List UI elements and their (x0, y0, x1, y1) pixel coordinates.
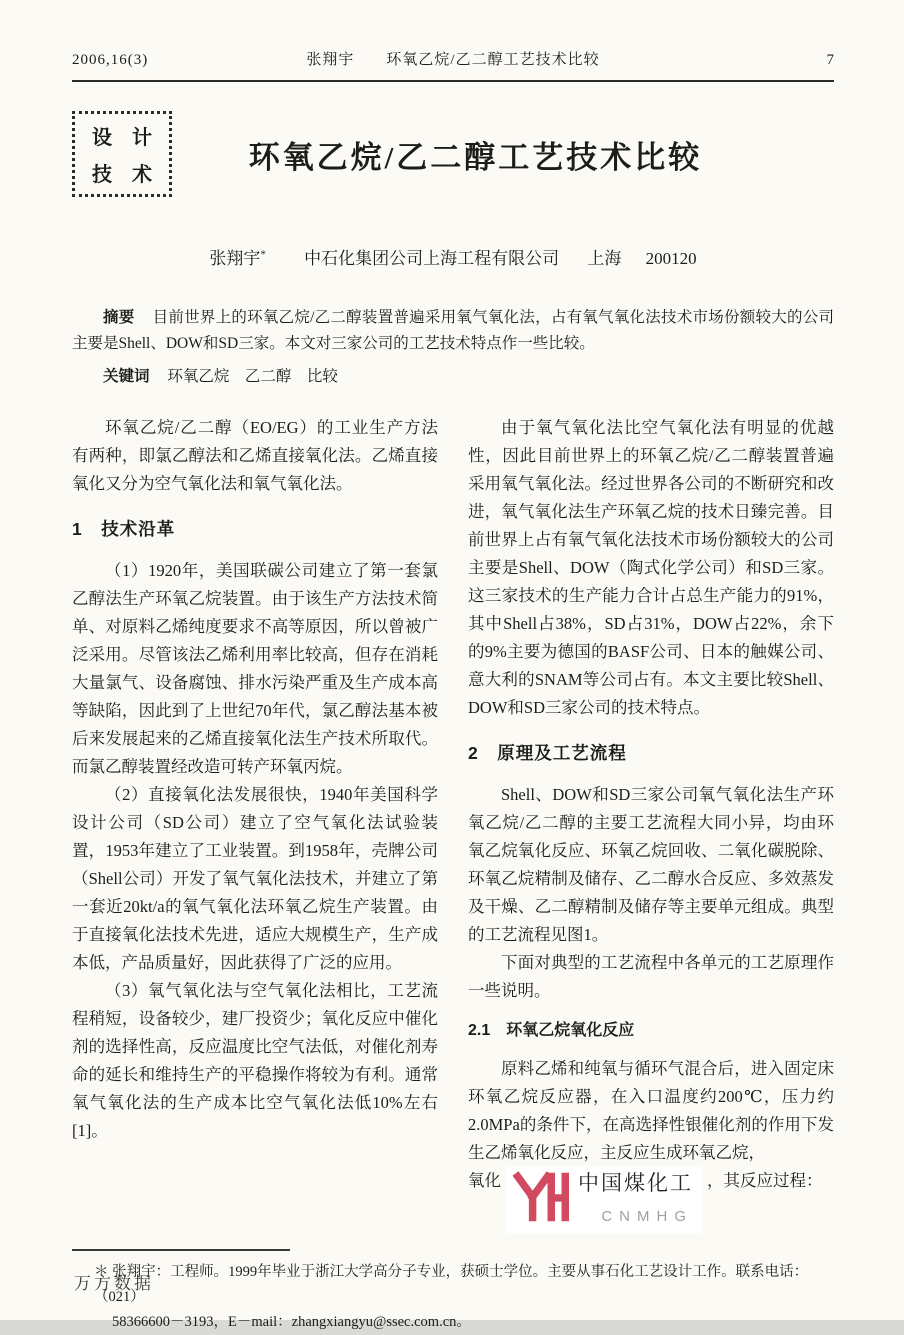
abstract-text: 目前世界上的环氧乙烷/乙二醇装置普遍采用氧气氧化法，占有氧气氧化法技术市场份额较大的公司主要是Shell、DOW和SD三家。本文对三家公司的工艺技术特点作一些比较。 (72, 309, 834, 352)
keywords-label: 关键词 (103, 368, 150, 385)
cnmhg-logo-icon (513, 1172, 569, 1222)
subsection-heading-2-1: 2.1 环氧乙烷氧化反应 (468, 1022, 635, 1039)
footnote-line-1: ＊ 张翔宇：工程师。1999年毕业于浙江大学高分子专业，获硕士学位。主要从事石化工艺设计工作。联系电话： （021） (94, 1263, 809, 1305)
author-name: 张翔宇 (209, 249, 261, 268)
page-number: 7 (826, 52, 834, 68)
keywords (72, 364, 834, 386)
author-affiliation: 中石化集团公司上海工程有限公司 (304, 249, 560, 268)
byline (72, 244, 834, 269)
paragraph: （1）1920年，美国联碳公司建立了第一套氯乙醇法生产环氧乙烷装置。由于该生产方法技术简单、对原料乙烯纯度要求不高等原因，所以曾被广泛采用。尽管该法乙烯利用率比较高，但存在消耗大量氯气、设备腐蚀、排水污染严重及生产成本高等缺陷，因此到了上世纪70年代，氯乙醇法基本被后来发展起来的乙烯直接氧化法生产技术所取代。而氯乙醇装置经改造可转产环氧丙烷。 (72, 561, 438, 776)
running-title: 张翔宇 环氧乙烷/乙二醇工艺技术比较 (306, 52, 600, 68)
paragraph: 环氧乙烷/乙二醇（EO/EG）的工业生产方法有两种，即氯乙醇法和乙烯直接氧化法。乙烯直接氧化又分为空气氧化法和氧气氧化法。 (72, 418, 438, 493)
stamp-line-2: 技 术 (92, 164, 152, 186)
paragraph: 由于氧气氧化法比空气氧化法有明显的优越性，因此目前世界上的环氧乙烷/乙二醇装置普遍采用氧气氧化法。经过世界各公司的不断研究和改进，氧气氧化法生产环氧乙烷的技术日臻完善。目前世界上占有氧气氧化法技术市场份额较大的公司主要是Shell、DOW（陶式化学公司）和SD三家。这三家技术的生产能力合计占总生产能力的91%，其中Shell占38%，SD占31%，DOW占22%，余下的9%主要为德国的BASF公司、日本的触媒公司、意大利的SNAM等公司占有。本文主要比较Shell、DOW和SD三家公司的技术特点。 (468, 418, 834, 717)
keywords-terms: 环氧乙烷 乙二醇 比较 (167, 368, 338, 385)
text-fragment-after-watermark: ，其反应过程： (707, 1171, 823, 1190)
author-footnote (72, 1260, 834, 1335)
watermarked-line (468, 1167, 834, 1233)
watermark-chinese-name: 中国煤化工 (578, 1172, 693, 1195)
column-stamp (72, 111, 172, 197)
article-body (72, 414, 834, 1233)
paragraph: 原料乙烯和纯氧与循环气混合后，进入固定床环氧乙烷反应器，在入口温度约200℃，压力约2.0MPa的条件下，在高选择性银催化剂的作用下发生乙烯氧化反应，主反应生成环氧乙烷， (468, 1059, 834, 1162)
text-fragment-before-watermark: 氧化 (468, 1171, 501, 1190)
left-column (72, 414, 438, 1233)
title-block (72, 106, 834, 202)
section-heading-1: 1 技术沿革 (72, 519, 176, 539)
page-header (72, 48, 834, 69)
paragraph: （2）直接氧化法发展很快，1940年美国科学设计公司（SD公司）建立了空气氧化法试验装置，1953年建立了工业装置。到1958年，壳牌公司（Shell公司）开发了氧气氧化法技术，并建立了第一套近20kt/a的氧气氧化法环氧乙烷生产装置。由于直接氧化法技术先进，适应大规模生产，生产成本低，产品质量好，因此获得了广泛的应用。 (72, 785, 438, 972)
wanfang-data-mark: 万方数据 (74, 1274, 154, 1293)
watermark-latin-name: CNMHG (601, 1208, 693, 1225)
paragraph: （3）氧气氧化法与空气氧化法相比，工艺流程稍短，设备较少，建厂投资少；氧化反应中催化剂的选择性高，反应温度比空气法低，对催化剂寿命的延长和维持生产的平稳操作将较为有利。通常氧气氧化法的生产成本比空气氧化法低10%左右[1]。 (72, 981, 438, 1140)
stamp-line-1: 设 计 (92, 127, 152, 149)
section-heading-2: 2 原理及工艺流程 (468, 743, 627, 763)
paragraph: 下面对典型的工艺流程中各单元的工艺原理作一些说明。 (468, 953, 834, 1000)
footnote-line-2: 58366600－3193，E－mail：zhangxiangyu@ssec.com.cn。 (112, 1313, 471, 1330)
footnote-divider (72, 1249, 290, 1251)
cnmhg-watermark (505, 1167, 703, 1233)
author-city: 上海 (587, 249, 622, 268)
abstract-label: 摘要 (103, 309, 135, 326)
paragraph: Shell、DOW和SD三家公司氧气氧化法生产环氧乙烷/乙二醇的主要工艺流程大同小异，均由环氧乙烷氧化反应、环氧乙烷回收、二氧化碳脱除、环氧乙烷精制及储存、乙二醇水合反应、多效蒸发及干燥、乙二醇精制及储存等主要单元组成。典型的工艺流程见图1。 (468, 785, 834, 944)
author-footnote-mark: * (260, 248, 266, 261)
header-divider (72, 80, 834, 82)
author-postcode: 200120 (645, 249, 697, 268)
right-column (468, 414, 834, 1233)
journal-issue: 2006,16(3) (72, 52, 149, 68)
abstract (72, 305, 834, 357)
watermark-text (578, 1170, 693, 1231)
article-title: 环氧乙烷/乙二醇工艺技术比较 (248, 139, 703, 175)
